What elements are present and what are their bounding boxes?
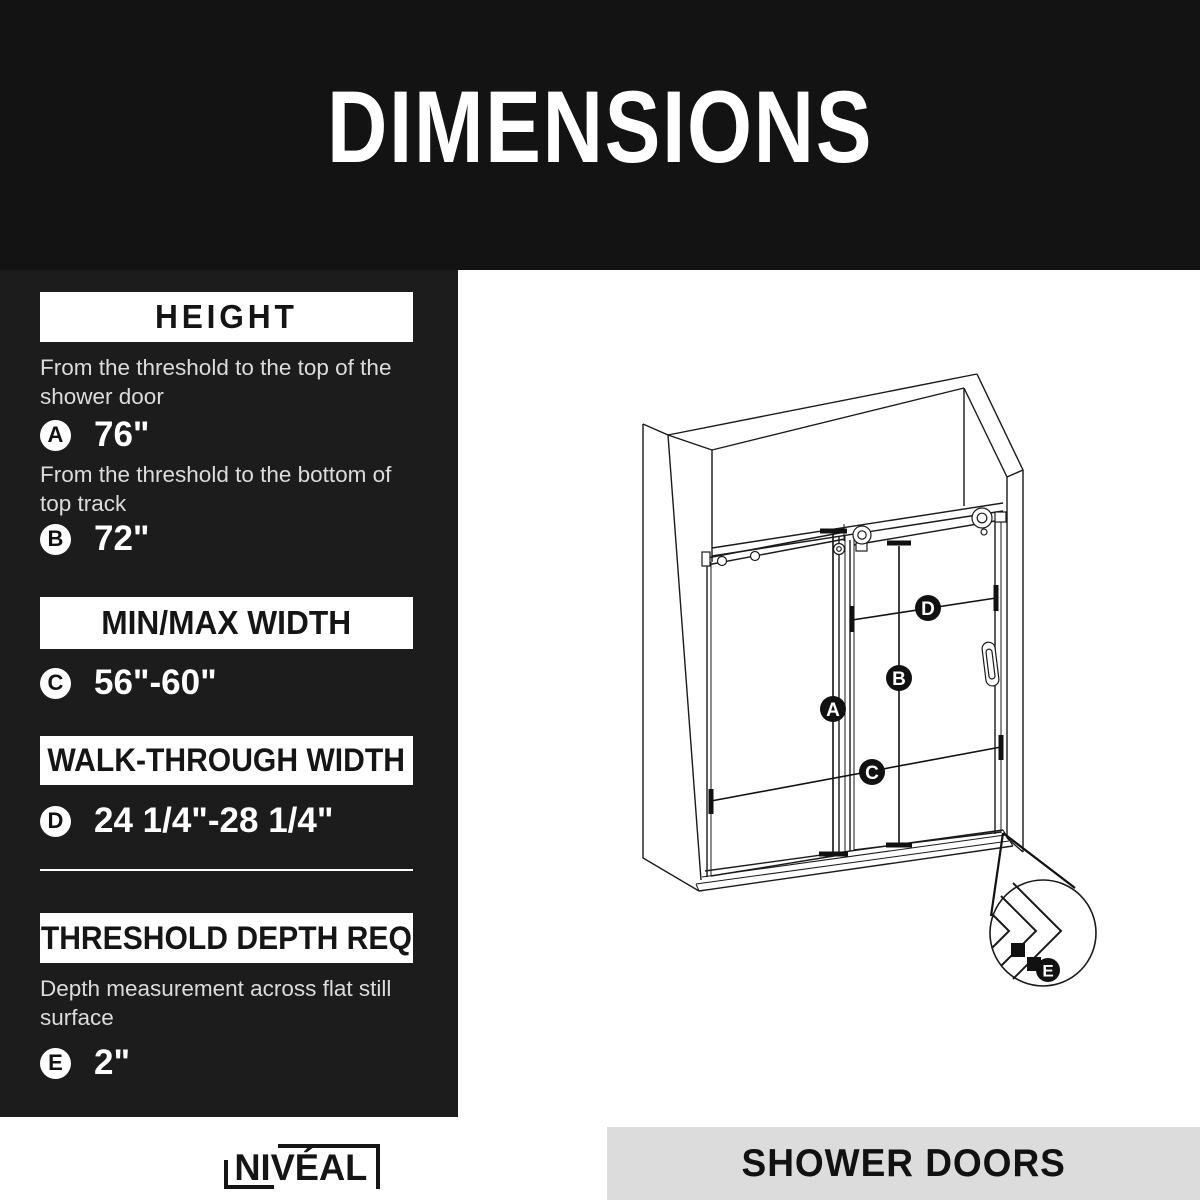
- section-header-walk: [40, 736, 413, 785]
- dim-row-e: [40, 1043, 130, 1083]
- badge-e: E: [40, 1048, 71, 1079]
- section-header-walk-label: WALK-THROUGH WIDTH: [47, 742, 406, 778]
- desc-threshold: Depth measurement across flat still surface: [40, 976, 392, 1030]
- door-handle: [981, 641, 999, 686]
- badge-b: B: [40, 524, 71, 555]
- threshold-detail: [990, 833, 1096, 986]
- dim-row-a: [40, 415, 150, 455]
- badge-d: D: [40, 806, 71, 837]
- diagram-badge-a-label: A: [826, 700, 840, 721]
- guide-knob-center: [837, 547, 842, 552]
- roller-hub: [977, 513, 987, 523]
- badge-c: C: [40, 668, 71, 699]
- brand-logo: [224, 1146, 378, 1188]
- page-title: [0, 72, 1200, 182]
- dimension-c: [711, 735, 1001, 814]
- value-e: 2": [94, 1043, 131, 1082]
- diagram-badge-e-label: E: [1042, 961, 1054, 981]
- section-header-minmax: [40, 597, 413, 649]
- value-c: 56"-60": [94, 663, 217, 702]
- bolt: [981, 529, 987, 535]
- value-a: 76": [94, 415, 150, 454]
- badge-a: A: [40, 420, 71, 451]
- wall-bracket: [995, 512, 1006, 522]
- diagram-badge-b-label: B: [892, 669, 906, 690]
- dimension-a: [819, 531, 848, 854]
- desc-height-b: From the threshold to the bottom of top track: [40, 462, 392, 516]
- value-d: 24 1/4"-28 1/4": [94, 801, 334, 840]
- rail-knob: [751, 552, 760, 561]
- dim-row-d: [40, 801, 333, 841]
- rail-knob: [718, 557, 727, 566]
- dim-row-b: [40, 519, 150, 559]
- category-bar: [607, 1127, 1200, 1200]
- desc-height-a: From the threshold to the top of the shower door: [40, 355, 392, 409]
- category-label: SHOWER DOORS: [741, 1141, 1066, 1185]
- brand-name: NIVÉAL: [234, 1147, 368, 1188]
- section-divider: [40, 869, 413, 871]
- section-header-height-label: HEIGHT: [155, 298, 298, 335]
- section-header-threshold: [40, 913, 413, 963]
- dimension-b: [886, 543, 912, 845]
- roller-hub: [858, 531, 866, 539]
- dimension-d: [852, 585, 996, 632]
- page-title-text: DIMENSIONS: [326, 70, 874, 184]
- spec-panel: [0, 270, 458, 1117]
- section-header-threshold-label: THRESHOLD DEPTH REQ: [40, 919, 413, 956]
- diagram-badge-d-label: D: [921, 599, 935, 620]
- diagram-badge-c-label: C: [865, 763, 879, 784]
- section-header-height: [40, 292, 413, 342]
- page-header: [0, 0, 1200, 270]
- value-b: 72": [94, 519, 150, 558]
- rail-end-plate: [702, 552, 710, 566]
- shower-door-diagram: [455, 270, 1200, 1120]
- section-header-minmax-label: MIN/MAX WIDTH: [101, 604, 352, 641]
- seal-block: [1011, 943, 1025, 957]
- dim-row-c: [40, 663, 217, 703]
- sliding-panel: [850, 520, 1001, 851]
